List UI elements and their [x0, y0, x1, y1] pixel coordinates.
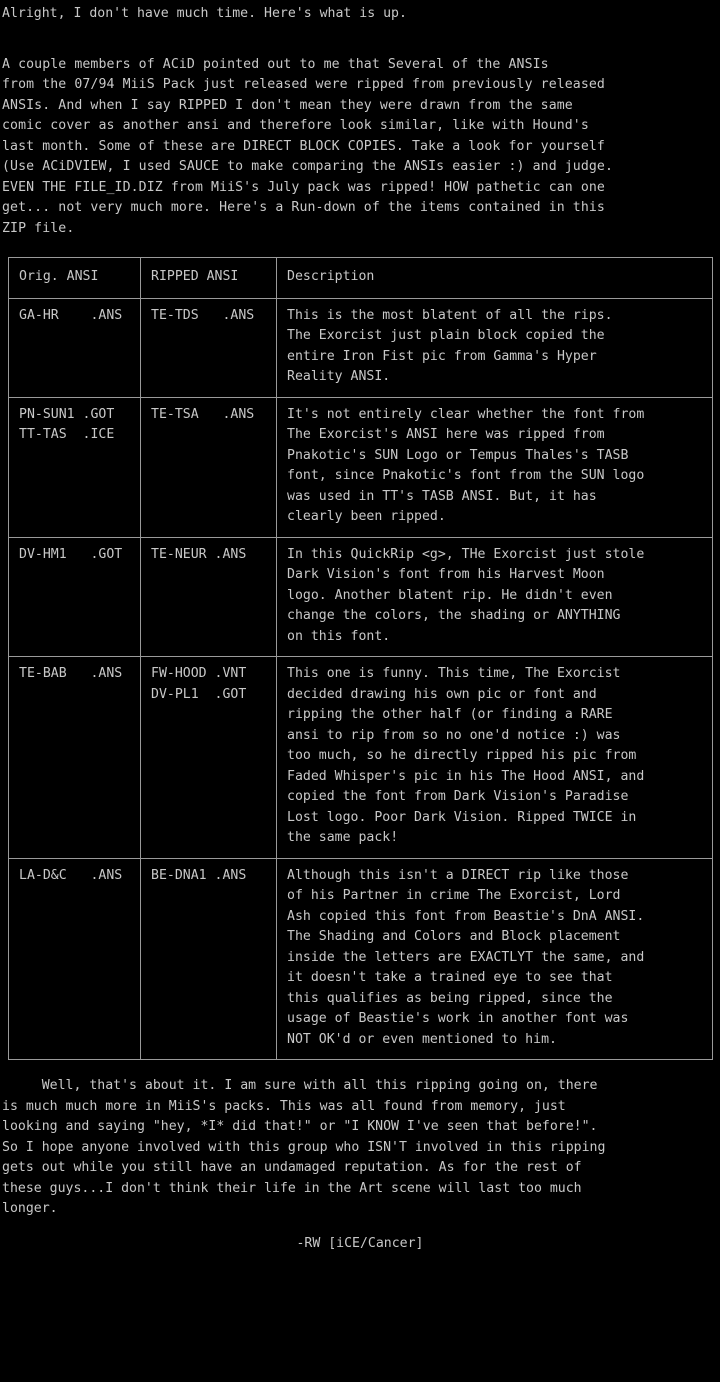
cell-original-ansi: PN-SUN1 .GOT TT-TAS .ICE	[9, 397, 141, 537]
cell-ripped-ansi: BE-DNA1 .ANS	[141, 858, 277, 1060]
cell-description: In this QuickRip <g>, THe Exorcist just stole Dark Vision's font from his Harvest Moon logo. Another blatent rip. He didn't even change the colors, the shading or ANYTHING on this font.	[277, 537, 713, 657]
table-row	[9, 657, 713, 859]
spacer	[0, 25, 720, 55]
cell-description: Although this isn't a DIRECT rip like those of his Partner in crime The Exorcist, Lord Ash copied this font from Beastie's DnA ANSI. The Shading and Colors and Block placement inside the letters are EXACTLYT the same, and it doesn't take a trained eye to see that this qualifies as being ripped, since the usage of Beastie's work in another font was NOT OK'd or even mentioned to him.	[277, 858, 713, 1060]
cell-ripped-ansi: TE-TSA .ANS	[141, 397, 277, 537]
table-row	[9, 397, 713, 537]
table-row	[9, 298, 713, 397]
cell-ripped-ansi: TE-NEUR .ANS	[141, 537, 277, 657]
table-row	[9, 858, 713, 1060]
intro-paragraph: A couple members of ACiD pointed out to me that Several of the ANSIs from the 07/94 MiiS Pack just released were ripped from previously released ANSIs. And when I say RIPPED I don't mean they were drawn from the same comic cover as another ansi and therefore look similar, like with Hound's last month. Some of these are DIRECT BLOCK COPIES. Take a look for yourself (Use ACiDVIEW, I used SAUCE to make comparing the ANSIs easier :) and judge. EVEN THE FILE_ID.DIZ from MiiS's July pack was ripped! HOW pathetic can one get... not very much more. Here's a Run-down of the items contained in this ZIP file.	[2, 56, 614, 236]
column-header-ripped-ansi: RIPPED ANSI	[141, 258, 277, 299]
opening-line: Alright, I don't have much time. Here's what is up.	[2, 6, 407, 21]
cell-original-ansi: DV-HM1 .GOT	[9, 537, 141, 657]
column-header-original-ansi: Orig. ANSI	[9, 258, 141, 299]
cell-original-ansi: TE-BAB .ANS	[9, 657, 141, 859]
table-row	[9, 537, 713, 657]
rip-table	[8, 257, 713, 1060]
cell-description: This one is funny. This time, The Exorcist decided drawing his own pic or font and ripping the other half (or finding a RARE ansi to rip from so no one'd notice :) was too much, so he directly ripped his pic from Faded Whisper's pic in his The Hood ANSI, and copied the font from Dark Vision's Paradise Lost logo. Poor Dark Vision. Ripped TWICE in the same pack!	[277, 657, 713, 859]
cell-description: This is the most blatent of all the rips. The Exorcist just plain block copied the entire Iron Fist pic from Gamma's Hyper Reality ANSI.	[277, 298, 713, 397]
cell-ripped-ansi: TE-TDS .ANS	[141, 298, 277, 397]
cell-original-ansi: LA-D&C .ANS	[9, 858, 141, 1060]
table-header-row	[9, 258, 713, 299]
closing-paragraph: Well, that's about it. I am sure with all this ripping going on, there is much much more in MiiS's packs. This was all found from memory, just looking and saying "hey, *I* did that!" or "I KNOW I've seen that before!". So I hope anyone involved with this group who ISN'T involved in this ripping gets out while you still have an undamaged reputation. As for the rest of these guys...I don't think their life in the Art scene will last too much longer.	[2, 1078, 606, 1216]
signature: -RW [iCE/Cancer]	[296, 1235, 424, 1251]
cell-description: It's not entirely clear whether the font from The Exorcist's ANSI here was ripped from Pnakotic's SUN Logo or Tempus Thales's TASB font, since Pnakotic's font from the SUN logo was used in TT's TASB ANSI. But, it has clearly been ripped.	[277, 397, 713, 537]
cell-ripped-ansi: FW-HOOD .VNT DV-PL1 .GOT	[141, 657, 277, 859]
rip-table-container	[0, 239, 720, 1060]
column-header-description: Description	[277, 258, 713, 299]
cell-original-ansi: GA-HR .ANS	[9, 298, 141, 397]
